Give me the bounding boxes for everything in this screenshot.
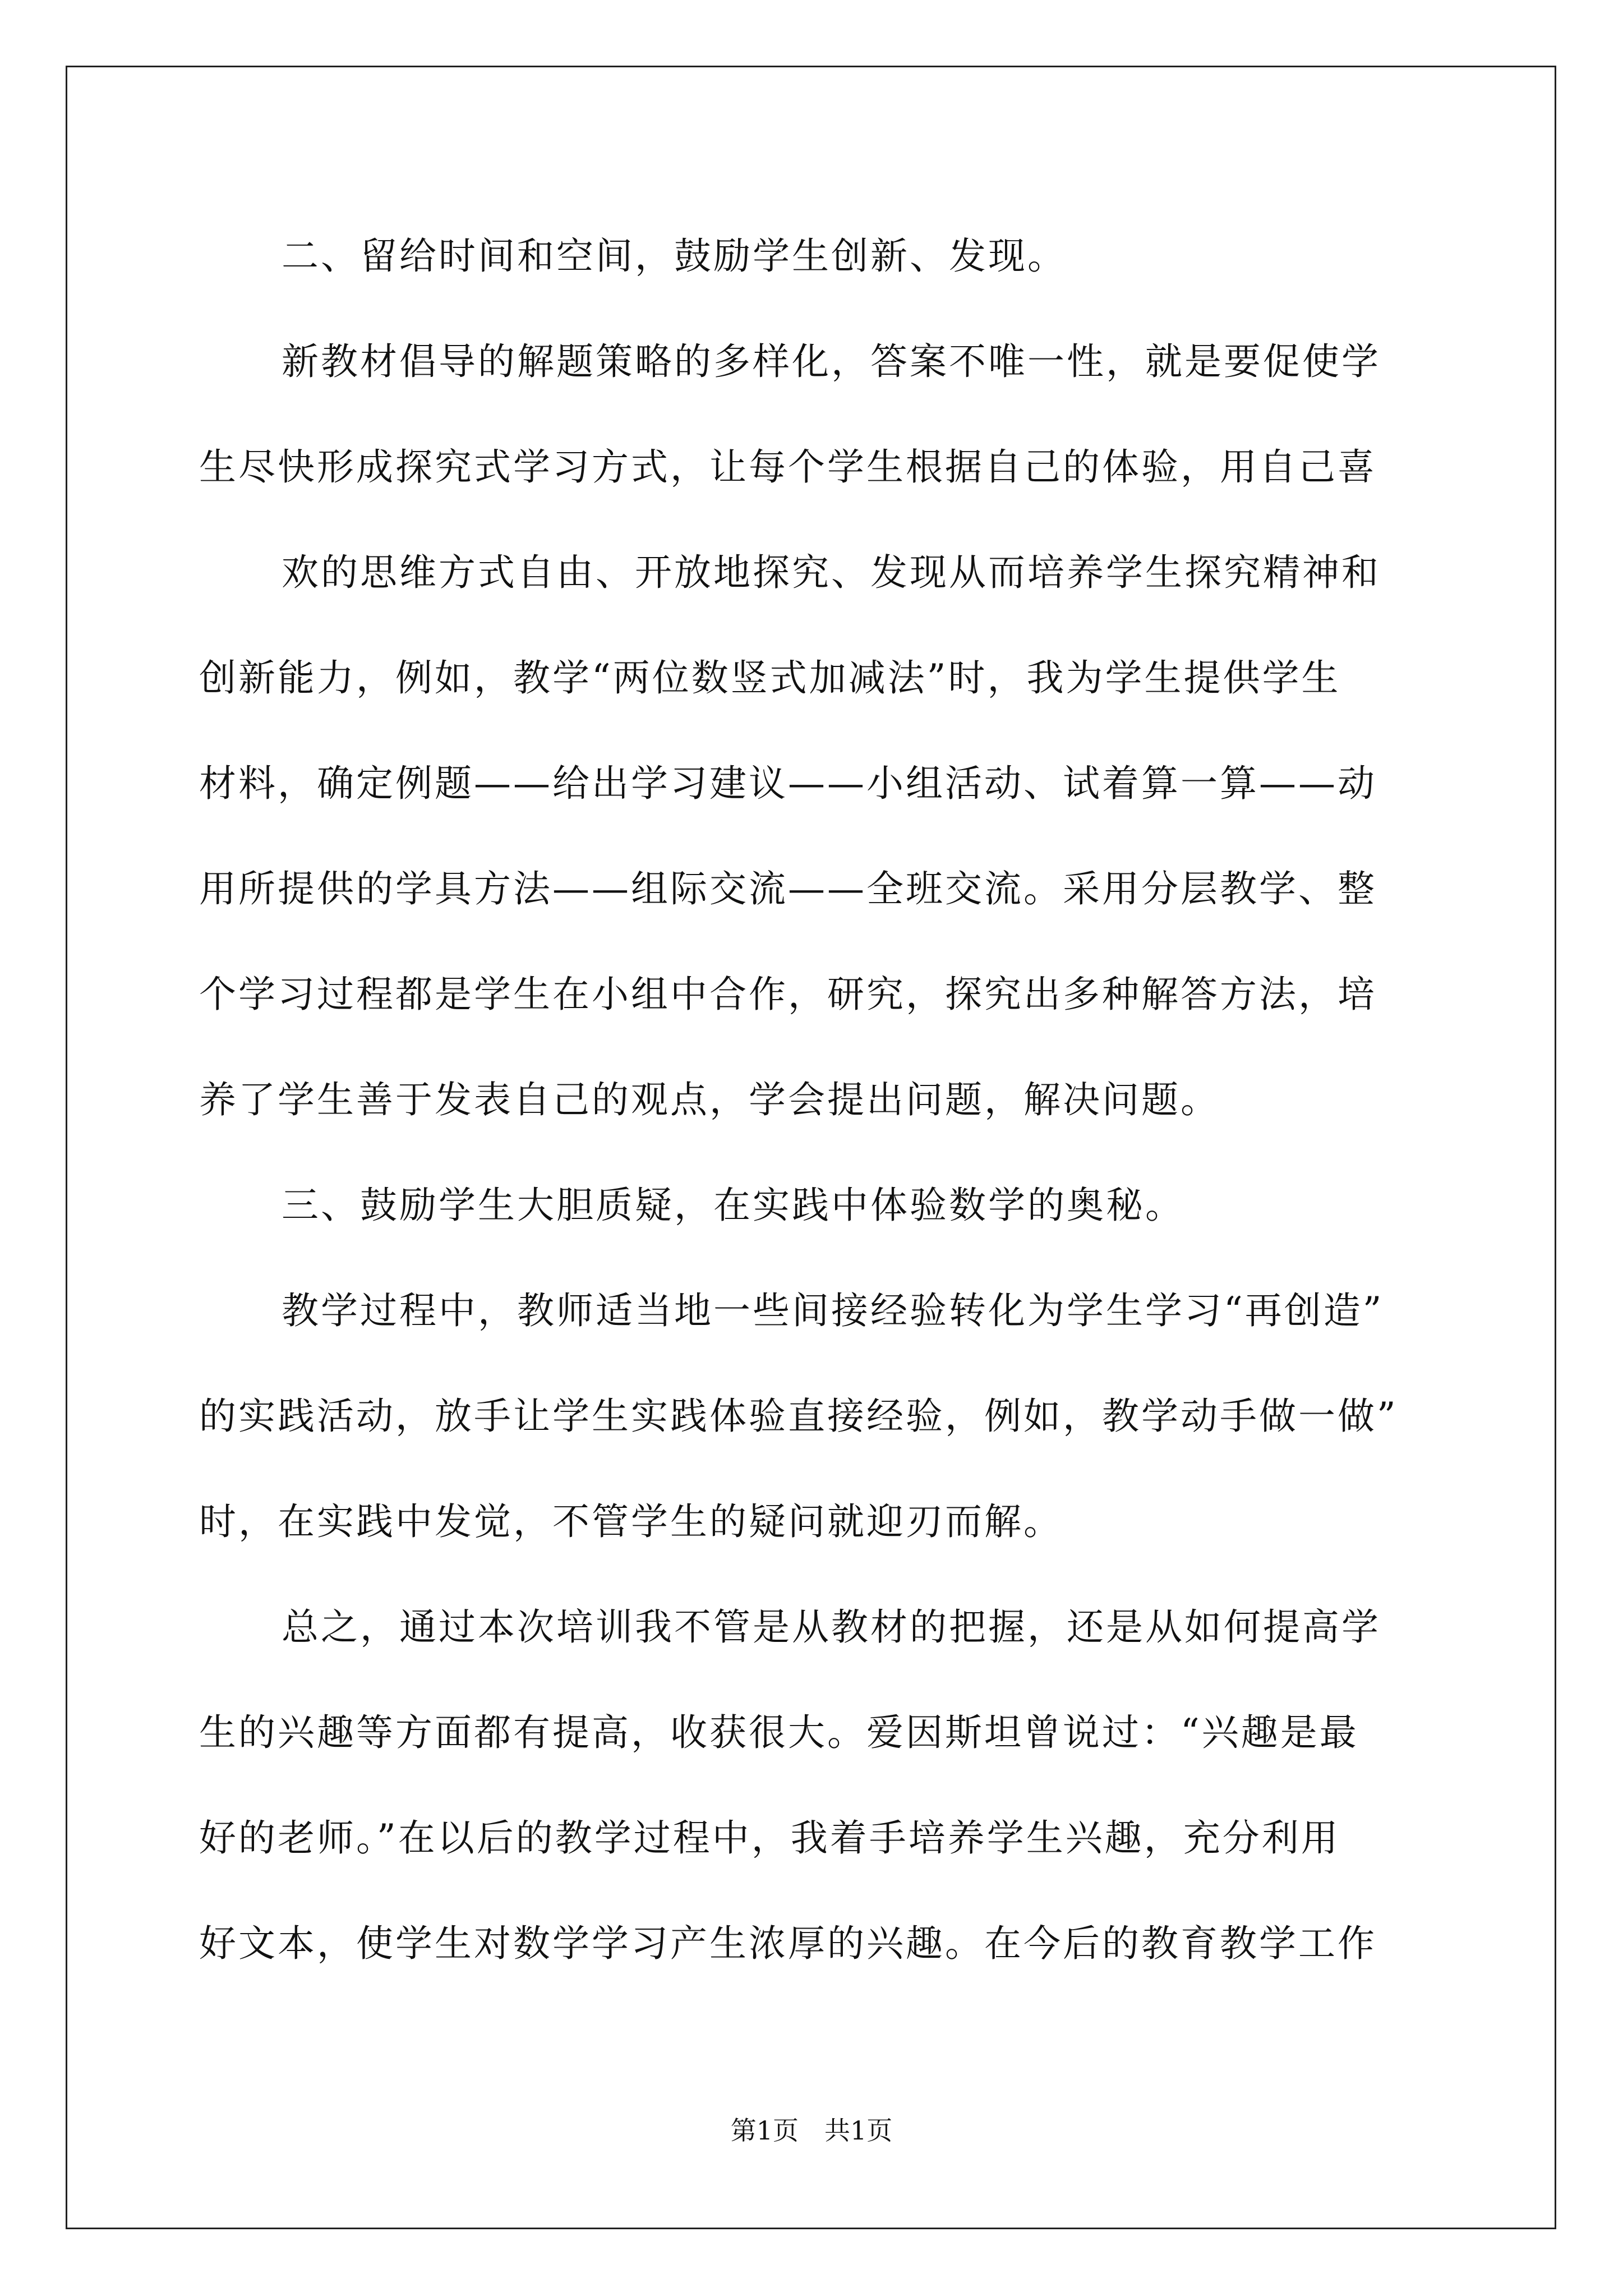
paragraph-line: 生的兴趣等方面都有提高，收获很大。爱因斯坦曾说过：“兴趣是最 [199, 1711, 1359, 1754]
paragraph-line: 好的老师。”在以后的教学过程中，我着手培养学生兴趣，充分利用 [199, 1816, 1340, 1860]
paragraph-line: 总之，通过本次培训我不管是从教材的把握，还是从如何提高学 [282, 1605, 1381, 1649]
paragraph-line: 时，在实践中发觉，不管学生的疑问就迎刃而解。 [199, 1500, 1063, 1543]
section-heading-3: 三、鼓励学生大胆质疑，在实践中体验数学的奥秘。 [282, 1184, 1184, 1227]
paragraph-line: 材料，确定例题——给出学习建议——小组活动、试着算一算——动 [199, 762, 1377, 805]
section-heading-2: 二、留给时间和空间，鼓励学生创新、发现。 [282, 234, 1067, 278]
paragraph-line: 创新能力，例如，教学“两位数竖式加减法”时，我为学生提供学生 [199, 656, 1341, 700]
page-border [66, 66, 1556, 2229]
paragraph-line: 好文本，使学生对数学学习产生浓厚的兴趣。在今后的教育教学工作 [199, 1922, 1377, 1965]
paragraph-line: 教学过程中，教师适当地一些间接经验转化为学生学习“再创造” [282, 1289, 1384, 1332]
paragraph-line: 欢的思维方式自由、开放地探究、发现从而培养学生探究精神和 [282, 551, 1381, 594]
page-footer: 第1页 共1页 [730, 2115, 893, 2146]
paragraph-line: 生尽快形成探究式学习方式，让每个学生根据自己的体验，用自己喜 [199, 445, 1377, 489]
paragraph-line: 用所提供的学具方法——组际交流——全班交流。采用分层教学、整 [199, 867, 1377, 910]
paragraph-line: 的实践活动，放手让学生实践体验直接经验，例如，教学动手做一做” [199, 1395, 1398, 1438]
paragraph-line: 新教材倡导的解题策略的多样化，答案不唯一性，就是要促使学 [282, 340, 1381, 383]
paragraph-line: 养了学生善于发表自己的观点，学会提出问题，解决问题。 [199, 1078, 1220, 1121]
paragraph-line: 个学习过程都是学生在小组中合作，研究，探究出多种解答方法，培 [199, 973, 1377, 1016]
